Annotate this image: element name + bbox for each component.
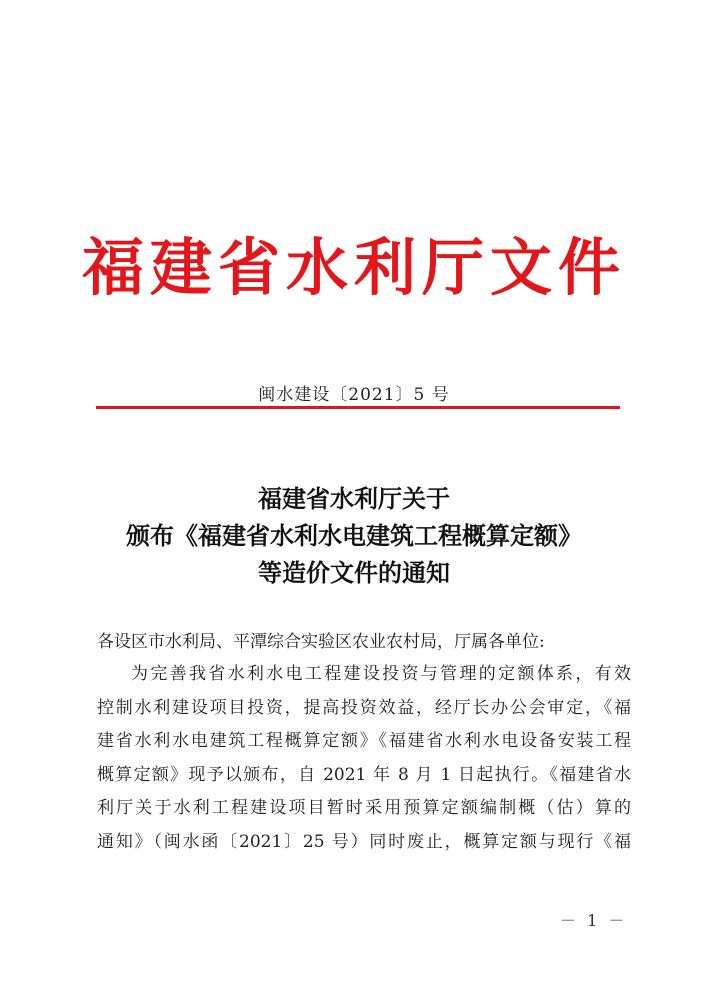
title-line: 福建省水利厅关于	[258, 484, 450, 513]
paragraph-line: 控制水利建设项目投资，提高投资效益，经厅长办公会审定，《福	[97, 697, 631, 718]
paragraph-line: 为完善我省水利水电工程建设投资与管理的定额体系，有效	[131, 664, 631, 684]
title-line: 颁布《福建省水利水电建筑工程概算定额》	[126, 521, 582, 550]
page-number: － 1 －	[560, 911, 628, 930]
paragraph-line: 通知》（闽水函〔2021〕25 号）同时废止，概算定额与现行《福	[97, 831, 631, 852]
title-line: 等造价文件的通知	[258, 558, 450, 587]
red-divider-line	[96, 406, 620, 409]
document-masthead: 福建省水利厅文件	[81, 231, 626, 304]
body-paragraph	[97, 658, 631, 859]
paragraph-line: 建省水利水电建筑工程概算定额》《福建省水利水电设备安装工程	[97, 731, 631, 751]
document-number: 闽水建设〔2021〕5 号	[258, 385, 450, 405]
addressee-line: 各设区市水利局、平潭综合实验区农业农村局，厅属各单位:	[97, 632, 545, 652]
document-title	[0, 480, 708, 591]
paragraph-line: 概算定额》现予以颁布，自 2021 年 8 月 1 日起执行。《福建省水	[97, 764, 631, 785]
paragraph-line: 利厅关于水利工程建设项目暂时采用预算定额编制概（估）算的	[97, 798, 631, 818]
